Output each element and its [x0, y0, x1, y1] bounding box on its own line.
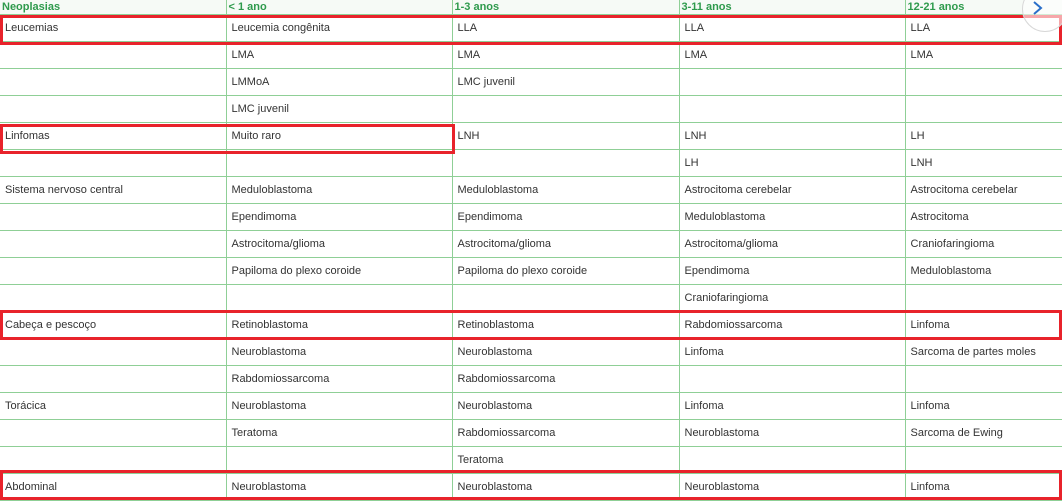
table-cell	[905, 285, 1062, 312]
table-cell	[0, 204, 226, 231]
table-row	[0, 258, 1062, 285]
table-cell: Neuroblastoma	[452, 393, 679, 420]
table-cell: LNH	[679, 123, 905, 150]
table-cell: LMA	[226, 42, 452, 69]
table-cell: Ependimoma	[679, 258, 905, 285]
table-cell	[0, 96, 226, 123]
table-row	[0, 177, 1062, 204]
table-cell: Astrocitoma cerebelar	[905, 177, 1062, 204]
table-cell	[0, 339, 226, 366]
table-cell	[679, 69, 905, 96]
table-cell: Craniofaringioma	[679, 285, 905, 312]
table-cell: Meduloblastoma	[905, 258, 1062, 285]
table-cell: Ependimoma	[452, 204, 679, 231]
table-cell: Rabdomiossarcoma	[452, 366, 679, 393]
table-row	[0, 339, 1062, 366]
table-cell: Teratoma	[452, 447, 679, 474]
table-cell	[679, 366, 905, 393]
table-cell: Neuroblastoma	[452, 474, 679, 501]
table-row	[0, 204, 1062, 231]
table-cell: LMA	[679, 42, 905, 69]
table-cell: Rabdomiossarcoma	[226, 366, 452, 393]
table-cell: Neuroblastoma	[679, 474, 905, 501]
table-cell	[0, 258, 226, 285]
table-cell: Leucemias	[0, 15, 226, 42]
header-row	[0, 0, 1062, 15]
header-neoplasias: Neoplasias	[0, 0, 226, 15]
table-row	[0, 96, 1062, 123]
table-cell: Neuroblastoma	[226, 474, 452, 501]
table-cell: Muito raro	[226, 123, 452, 150]
table-cell: Linfoma	[905, 474, 1062, 501]
table-cell: Neuroblastoma	[226, 339, 452, 366]
table-cell: Retinoblastoma	[226, 312, 452, 339]
table-cell	[0, 69, 226, 96]
table-cell	[0, 42, 226, 69]
table-cell: Meduloblastoma	[452, 177, 679, 204]
table-cell	[679, 447, 905, 474]
table-cell: Neuroblastoma	[226, 393, 452, 420]
table-cell: Astrocitoma	[905, 204, 1062, 231]
table-cell	[452, 150, 679, 177]
table-cell: LMC juvenil	[226, 96, 452, 123]
table-cell	[905, 447, 1062, 474]
table-row	[0, 123, 1062, 150]
table-cell	[905, 69, 1062, 96]
table-cell: LLA	[905, 15, 1062, 42]
table-cell: Astrocitoma/glioma	[679, 231, 905, 258]
table-cell: LMA	[452, 42, 679, 69]
table-cell: Sistema nervoso central	[0, 177, 226, 204]
table-cell: Astrocitoma cerebelar	[679, 177, 905, 204]
table-cell	[0, 366, 226, 393]
table-row	[0, 285, 1062, 312]
table-cell: LMC juvenil	[452, 69, 679, 96]
table-cell: Linfoma	[905, 312, 1062, 339]
table-cell: Linfoma	[905, 393, 1062, 420]
table-cell: Linfoma	[679, 393, 905, 420]
table-cell	[452, 96, 679, 123]
table-cell: Neuroblastoma	[679, 420, 905, 447]
table-row	[0, 69, 1062, 96]
table-cell: Ependimoma	[226, 204, 452, 231]
header-age-under-1: < 1 ano	[226, 0, 452, 15]
table-cell: LMMoA	[226, 69, 452, 96]
table-cell: Papiloma do plexo coroide	[452, 258, 679, 285]
header-age-3-11: 3-11 anos	[679, 0, 905, 15]
table-cell	[679, 96, 905, 123]
table-row	[0, 231, 1062, 258]
table-row	[0, 447, 1062, 474]
table-cell: Neuroblastoma	[452, 339, 679, 366]
table-cell: LMA	[905, 42, 1062, 69]
table-cell: Craniofaringioma	[905, 231, 1062, 258]
table-cell: Abdominal	[0, 474, 226, 501]
table-cell: Cabeça e pescoço	[0, 312, 226, 339]
table-cell: Meduloblastoma	[226, 177, 452, 204]
table-cell	[226, 285, 452, 312]
table-cell	[226, 447, 452, 474]
header-age-12-21: 12-21 anos	[905, 0, 1062, 15]
table-row	[0, 312, 1062, 339]
table-cell: Meduloblastoma	[679, 204, 905, 231]
table-cell: LLA	[452, 15, 679, 42]
table-row	[0, 150, 1062, 177]
table-row	[0, 474, 1062, 501]
table-cell: LH	[679, 150, 905, 177]
table-row	[0, 366, 1062, 393]
table-cell: Retinoblastoma	[452, 312, 679, 339]
table-cell	[0, 150, 226, 177]
table-cell: Leucemia congênita	[226, 15, 452, 42]
table-row	[0, 42, 1062, 69]
table-cell: Papiloma do plexo coroide	[226, 258, 452, 285]
table-row	[0, 420, 1062, 447]
table-cell: Rabdomiossarcoma	[452, 420, 679, 447]
table-cell	[0, 285, 226, 312]
table-cell: Teratoma	[226, 420, 452, 447]
table-cell: Astrocitoma/glioma	[226, 231, 452, 258]
table-cell	[0, 447, 226, 474]
table-cell	[0, 420, 226, 447]
table-cell: Torácica	[0, 393, 226, 420]
table-cell: Sarcoma de partes moles	[905, 339, 1062, 366]
table-cell: Linfomas	[0, 123, 226, 150]
chevron-right-icon	[1031, 1, 1045, 15]
table-cell: Sarcoma de Ewing	[905, 420, 1062, 447]
table-row	[0, 393, 1062, 420]
table-row	[0, 15, 1062, 42]
header-age-1-3: 1-3 anos	[452, 0, 679, 15]
table-cell	[905, 366, 1062, 393]
table-cell	[0, 231, 226, 258]
table-cell: Rabdomiossarcoma	[679, 312, 905, 339]
table-cell: LH	[905, 123, 1062, 150]
table-cell	[226, 150, 452, 177]
table-cell: Linfoma	[679, 339, 905, 366]
table-cell: LLA	[679, 15, 905, 42]
table-cell	[452, 285, 679, 312]
table-cell: LNH	[905, 150, 1062, 177]
table-cell: Astrocitoma/glioma	[452, 231, 679, 258]
table-cell: LNH	[452, 123, 679, 150]
table-cell	[905, 96, 1062, 123]
